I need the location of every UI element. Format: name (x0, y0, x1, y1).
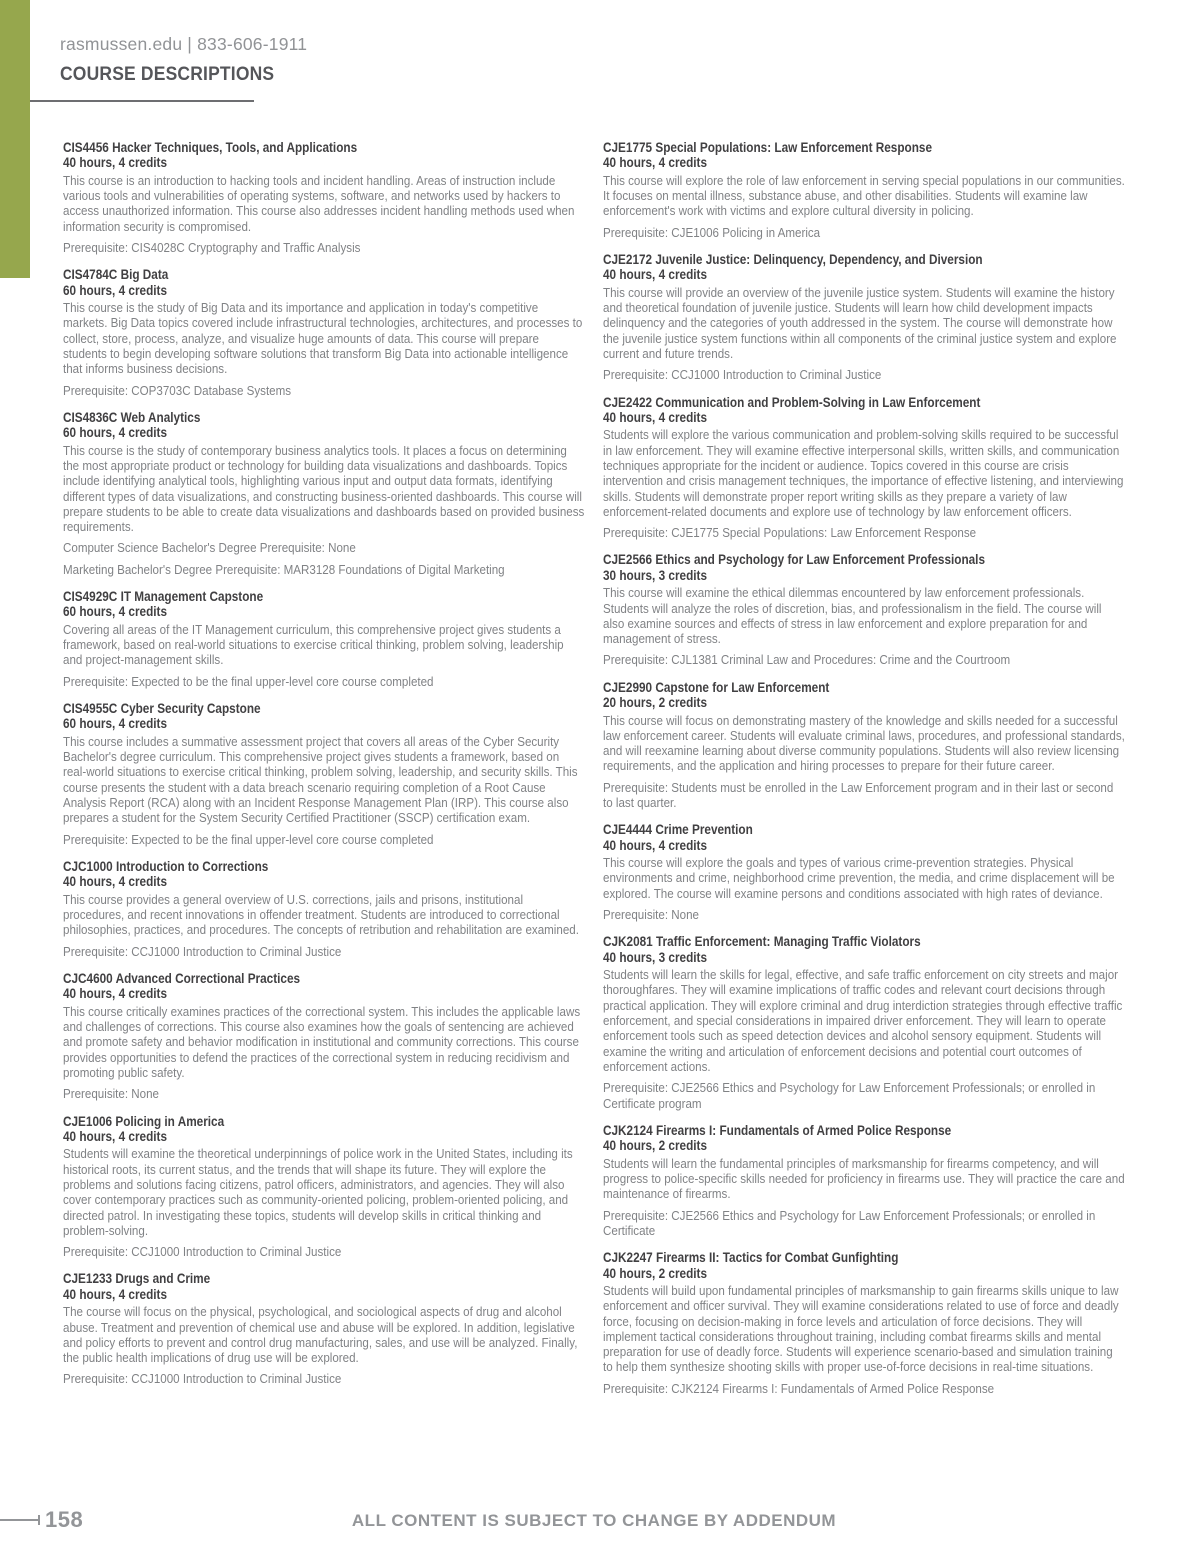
course-hours-credits: 40 hours, 4 credits (63, 1286, 168, 1302)
course-description: Students will build upon fundamental principles of marksmanship to gain firearms skills unique to law enforcement and officer survival. They will examine considerations related to use of force and deadly force, focusing on decision-making in force levels and articulation of force decisions. They will implement tactical considerations throughout training, including combat firearms skills and mental preparation for use of deadly force. Students will experience scenario-based and simulation training to help them synthesize shooting skills with proper use-of-force decisions in real-time situations. (603, 1282, 1119, 1375)
course-description: Students will explore the various communication and problem-solving skills required to be successful in law enforcement. They will examine effective interpersonal skills, written skills, and communication techniques appropriate for the incident or audience. Topics covered in this course are crisis intervention and crisis management techniques, the importance of effective listening, and interviewing skills. Students will demonstrate proper report writing skills as they prepare a variety of law enforcement-related documents and explore use of technology by law enforcement officers. (603, 427, 1124, 519)
course-hours-credits: 60 hours, 4 credits (63, 716, 168, 732)
course-prerequisite-note: Prerequisite: CJE1775 Special Populations: Law Enforcement Response (603, 525, 977, 541)
course-prerequisite-note: Prerequisite: Students must be enrolled in the Law Enforcement program and in their last or second to last quarter. (603, 779, 1114, 811)
course-prerequisite-note: Computer Science Bachelor's Degree Prerequisite: None (63, 540, 356, 556)
course-prerequisite-note: Prerequisite: CJE2566 Ethics and Psychology for Law Enforcement Professionals; or enrolled in Certificate program (603, 1080, 1096, 1111)
course-code-title: CJE1775 Special Populations: Law Enforcement Response (603, 140, 933, 155)
course-entry (63, 859, 585, 959)
course-description: This course critically examines practices of the correctional system. This includes the applicable laws and challenges of corrections. This course also examines how the goals of sentencing are achieved and promote safety and behavior modification in institutional and community corrections. This course provides opportunities to defend the practices of the correctional system in reducing recidivism and promoting public safety. (63, 1003, 581, 1080)
course-description: This course includes a summative assessment project that covers all areas of the Cyber Security Bachelor's degree curriculum. This comprehensive project gives students a framework, based on real-world situations to exercise critical thinking, problem solving, leadership, and security skills. This course presents the student with a data breach scenario requiring completion of a Root Cause Analysis Report (RCA) along with an Incident Response Management Plan (IRP). This course also prepares a student for the System Security Certified Practitioner (SSCP) certification exam. (63, 733, 578, 826)
course-hours-credits: 40 hours, 3 credits (603, 949, 708, 965)
course-entry (603, 822, 1125, 922)
course-prerequisite-note: Prerequisite: CCJ1000 Introduction to Criminal Justice (63, 1371, 342, 1387)
course-entry (603, 140, 1125, 240)
page-header (60, 34, 307, 86)
course-description: Covering all areas of the IT Management curriculum, this comprehensive project gives students a framework, based on real-world situations to exercise critical thinking, problem solving, leadership and project-management skills. (63, 621, 564, 668)
header-divider (30, 100, 254, 102)
course-code-title: CJE2172 Juvenile Justice: Delinquency, Dependency, and Diversion (603, 252, 983, 267)
course-hours-credits: 20 hours, 2 credits (603, 695, 708, 711)
course-prerequisite-note: Marketing Bachelor's Degree Prerequisite: MAR3128 Foundations of Digital Marketing (63, 561, 505, 577)
course-prerequisite-note: Prerequisite: CJK2124 Firearms I: Fundamentals of Armed Police Response (603, 1380, 995, 1396)
course-entry (603, 395, 1125, 541)
course-entry (603, 1250, 1125, 1396)
course-hours-credits: 60 hours, 4 credits (63, 425, 168, 441)
course-description: This course is the study of contemporary business analytics tools. It places a focus on determining the most appropriate product or technology for building data visualizations and dashboards. Topics include identifying analytical tools, highlighting various input and output data formats, identifying different types of data visualizations, and constructing business-oriented dashboards. This course will prepare students to be able to create data visualizations and dashboards based on provided business requirements. (63, 442, 585, 535)
course-entry (63, 589, 585, 689)
course-hours-credits: 40 hours, 2 credits (603, 1138, 708, 1154)
course-code-title: CIS4456 Hacker Techniques, Tools, and Applications (63, 140, 358, 155)
course-code-title: CJE1006 Policing in America (63, 1113, 225, 1129)
course-prerequisite-note: Prerequisite: CIS4028C Cryptography and Traffic Analysis (63, 240, 361, 255)
course-hours-credits: 40 hours, 4 credits (603, 837, 708, 853)
course-entry (63, 701, 585, 847)
course-description: This course will examine the ethical dilemmas encountered by law enforcement professionals. Students will analyze the roles of discretion, bias, and professionalism in the field. The course will also examine sources and effects of stress in law enforcement and explore preparation for and management of stress. (603, 585, 1102, 647)
course-code-title: CJK2247 Firearms II: Tactics for Combat Gunfighting (603, 1250, 899, 1266)
course-code-title: CJE2422 Communication and Problem-Solving in Law Enforcement (603, 394, 981, 410)
course-prerequisite-note: Prerequisite: CCJ1000 Introduction to Criminal Justice (63, 1244, 342, 1260)
course-hours-credits: 40 hours, 4 credits (603, 410, 708, 425)
course-description: Students will learn the skills for legal, effective, and safe traffic enforcement on city streets and major thoroughfares. They will examine implications of traffic codes and relevant court decisions through practical application. They will explore criminal and drug interdiction strategies through effective traffic enforcement, and special considerations in impaired driver enforcement. They will learn to operate enforcement tools such as speed detection devices and alcohol sensory equipment. Students will examine the writing and articulation of enforcement decisions and potential court outcomes of enforcement actions. (603, 967, 1123, 1074)
course-hours-credits: 40 hours, 4 credits (63, 986, 168, 1002)
column-left (63, 140, 585, 1399)
course-hours-credits: 40 hours, 4 credits (603, 155, 708, 171)
column-right (603, 140, 1125, 1408)
course-entry (603, 252, 1125, 383)
course-entry (63, 267, 585, 398)
site-contact-line: rasmussen.edu | 833-606-1911 (60, 34, 308, 54)
course-entry (63, 140, 585, 255)
course-hours-credits: 40 hours, 4 credits (603, 267, 708, 283)
course-description: This course is an introduction to hacking tools and incident handling. Areas of instruction include various tools and vulnerabilities of operating systems, software, and networks used by hackers to access unauthorized information. This course also addresses incident handling methods used when information security is compromised. (63, 172, 575, 234)
course-entry (603, 680, 1125, 811)
course-entry (63, 410, 585, 577)
course-entry (603, 1123, 1125, 1238)
course-description: This course provides a general overview of U.S. corrections, jails and prisons, institutional procedures, and recent innovations in offender treatment. Students are introduced to correctional philosophies, practices, and procedures. The concepts of retribution and rehabilitation are examined. (63, 891, 579, 938)
course-entry (63, 1114, 585, 1260)
course-prerequisite-note: Prerequisite: CJE1006 Policing in America (603, 224, 821, 240)
course-code-title: CIS4929C IT Management Capstone (63, 589, 264, 605)
course-prerequisite-note: Prerequisite: COP3703C Database Systems (63, 382, 292, 398)
course-entry (63, 971, 585, 1102)
course-entry (603, 552, 1125, 667)
course-hours-credits: 60 hours, 4 credits (63, 282, 168, 298)
course-description: This course will explore the role of law enforcement in serving special populations in our communities. It focuses on mental illness, substance abuse, and other disabilities. Students will examine law enforcement's work with victims and explore cultural diversity in policing. (603, 172, 1125, 219)
course-prerequisite-note: Prerequisite: CJL1381 Criminal Law and Procedures: Crime and the Courtroom (603, 652, 1011, 668)
course-entry (603, 934, 1125, 1110)
course-code-title: CJC1000 Introduction to Corrections (63, 858, 269, 874)
course-code-title: CJE2566 Ethics and Psychology for Law Enforcement Professionals (603, 552, 986, 568)
course-prerequisite-note: Prerequisite: Expected to be the final upper-level core course completed (63, 673, 434, 689)
course-description: The course will focus on the physical, psychological, and sociological aspects of drug and alcohol abuse. Treatment and prevention of chemical use and abuse will be explored. In addition, legislative and policy efforts to prevent and control drug manufacturing, sales, and use will be analyzed. Finally, the public health implications of drug use will be explored. (63, 1304, 578, 1366)
course-code-title: CJE4444 Crime Prevention (603, 822, 753, 838)
course-prerequisite-note: Prerequisite: None (603, 907, 700, 923)
course-code-title: CJK2081 Traffic Enforcement: Managing Traffic Violators (603, 934, 921, 950)
course-prerequisite-note: Prerequisite: Expected to be the final upper-level core course completed (63, 831, 434, 847)
footer-notice: ALL CONTENT IS SUBJECT TO CHANGE BY ADDENDUM (351, 1511, 837, 1530)
course-description: This course will focus on demonstrating mastery of the knowledge and skills needed for a successful law enforcement career. Students will evaluate criminal laws, procedures, and professional standards, and will reexamine learning about diverse community populations. Students will also review licensing requirements, and the application and hiring processes to prepare for their future career. (603, 712, 1125, 774)
accent-bar (0, 0, 30, 278)
course-description: This course will provide an overview of the juvenile justice system. Students will examine the history and theoretical foundation of juvenile justice. Students will learn how child development impacts delinquency and the categories of youth addressed in the system. The course will demonstrate how the juvenile justice system functions within all components of the criminal justice system and explore current and future trends. (603, 284, 1117, 361)
course-code-title: CIS4955C Cyber Security Capstone (63, 701, 261, 717)
course-code-title: CJE1233 Drugs and Crime (63, 1271, 211, 1287)
course-description: This course is the study of Big Data and its importance and application in today's competitive markets. Big Data topics covered include infrastructural technologies, architectures, and processes to collect, store, process, analyze, and visualize huge amounts of data. This course will prepare students to begin developing software solutions that transform Big Data into actionable intelligence that informs business decisions. (63, 300, 583, 377)
page-title: COURSE DESCRIPTIONS (60, 64, 275, 85)
course-prerequisite-note: Prerequisite: CJE2566 Ethics and Psychology for Law Enforcement Professionals; or enrolled in Certificate (603, 1207, 1096, 1238)
course-code-title: CJK2124 Firearms I: Fundamentals of Armed Police Response (603, 1122, 952, 1138)
course-hours-credits: 40 hours, 2 credits (603, 1265, 708, 1281)
course-code-title: CJC4600 Advanced Correctional Practices (63, 970, 301, 986)
course-prerequisite-note: Prerequisite: None (63, 1086, 160, 1102)
course-code-title: CIS4784C Big Data (63, 267, 169, 283)
course-prerequisite-note: Prerequisite: CCJ1000 Introduction to Criminal Justice (63, 943, 342, 959)
course-hours-credits: 40 hours, 4 credits (63, 1128, 168, 1144)
course-prerequisite-note: Prerequisite: CCJ1000 Introduction to Criminal Justice (603, 367, 882, 383)
course-hours-credits: 60 hours, 4 credits (63, 604, 168, 620)
course-entry (63, 1271, 585, 1386)
course-description: This course will explore the goals and types of various crime-prevention strategies. Physical environments and crime, neighborhood crime prevention, the media, and crime displacement will be explored. The course will examine persons and conditions associated with high rates of deviance. (603, 855, 1115, 901)
course-hours-credits: 40 hours, 4 credits (63, 874, 168, 890)
course-hours-credits: 40 hours, 4 credits (63, 155, 168, 171)
course-code-title: CIS4836C Web Analytics (63, 409, 201, 425)
course-code-title: CJE2990 Capstone for Law Enforcement (603, 679, 830, 695)
page-number: 158 (45, 1507, 84, 1532)
course-hours-credits: 30 hours, 3 credits (603, 567, 708, 583)
course-description: Students will examine the theoretical underpinnings of police work in the United States, including its historical roots, its current status, and the trends that will shape its future. They will explore the problems and solutions facing citizens, patrol officers, administrators, and agencies. They will also cover contemporary practices such as community-oriented policing, problem-oriented policing, and directed patrol. In investigating these topics, students will develop skills in critical thinking and problem-solving. (63, 1146, 573, 1238)
course-description: Students will learn the fundamental principles of marksmanship for firearms competency, and will progress to police-specific skills needed for proficiency in firearms use. They will practice the care and maintenance of firearms. (603, 1155, 1125, 1202)
